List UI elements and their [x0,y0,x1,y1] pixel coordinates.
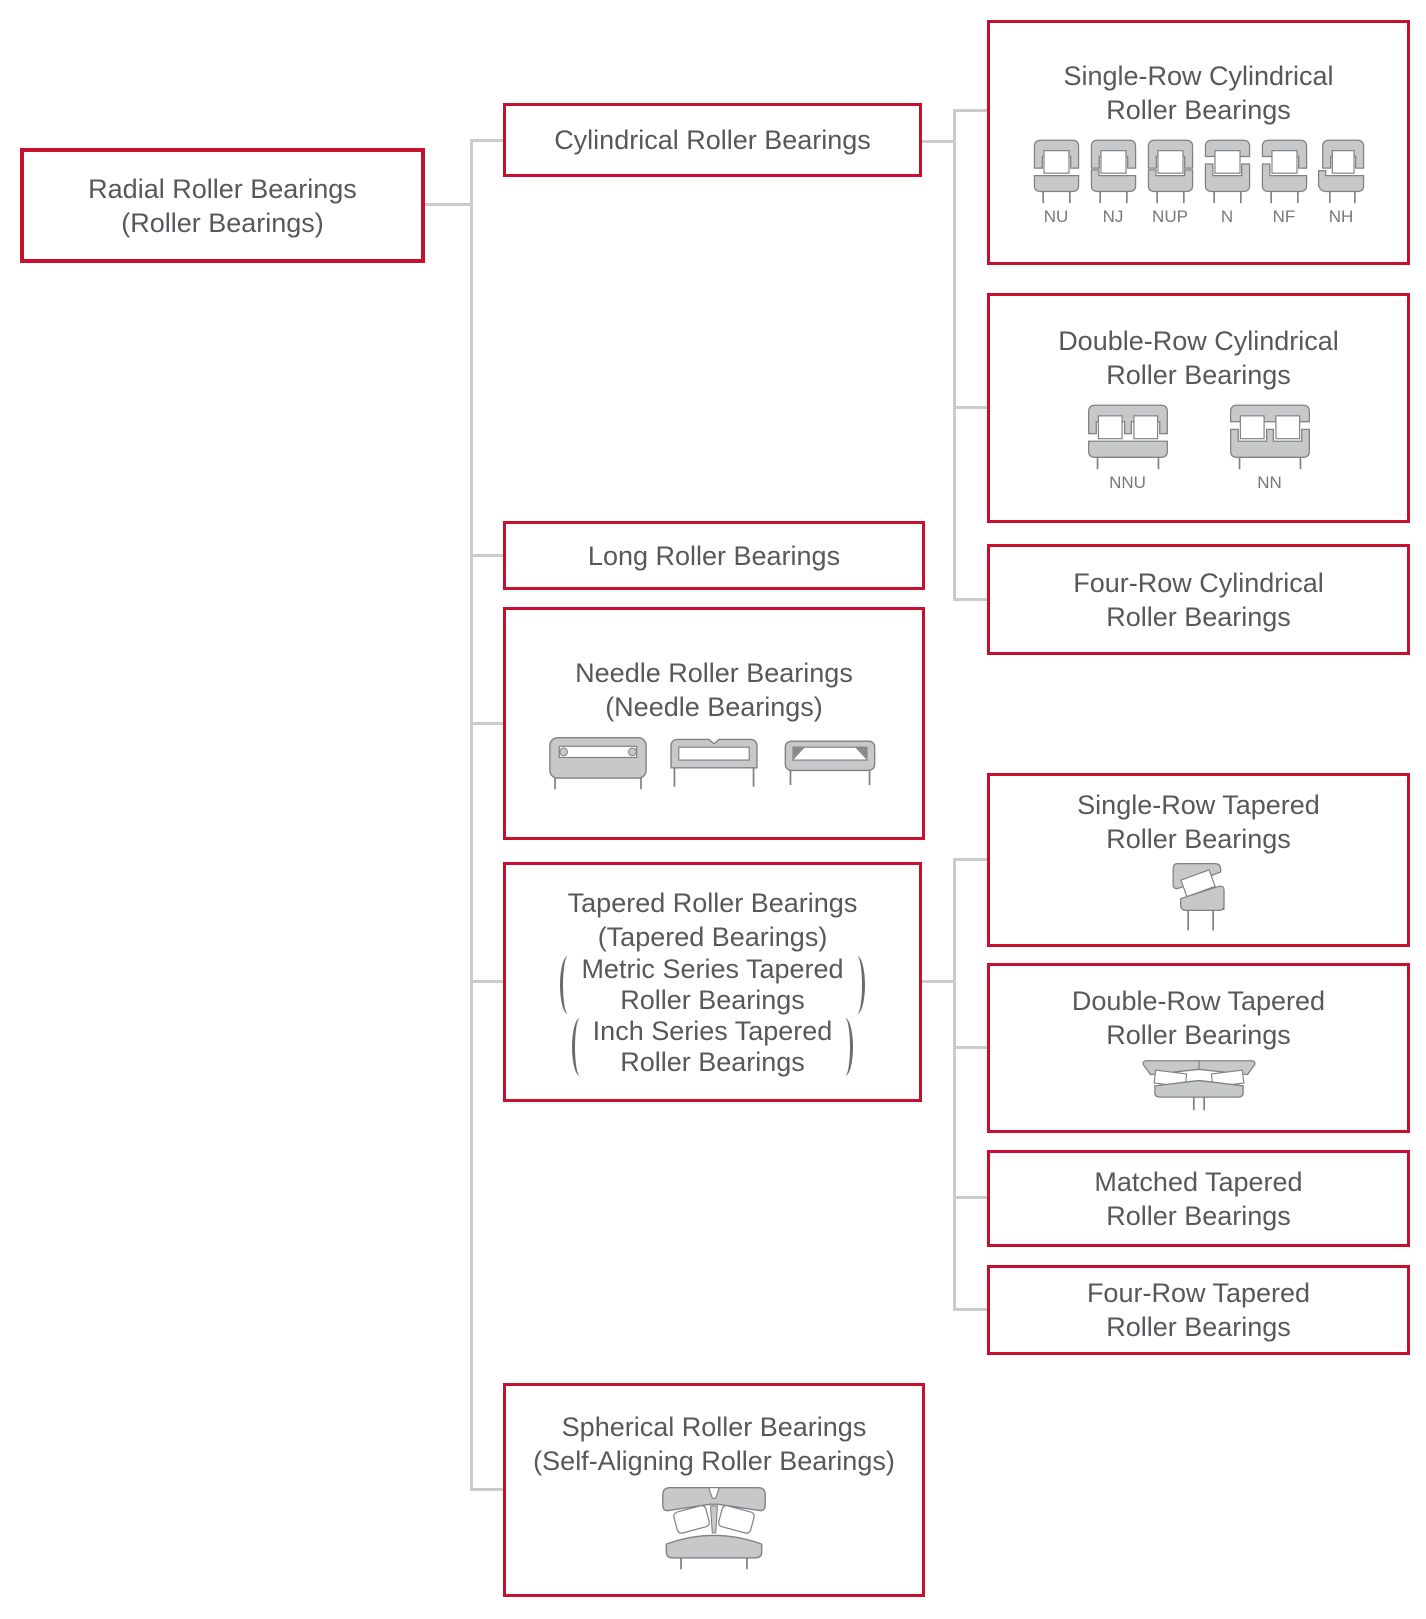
node-title: Tapered Roller Bearings [567,888,858,918]
node-needle-roller-bearings [503,607,925,840]
connector-line [470,980,503,983]
node-title: Long Roller Bearings [587,540,841,571]
big-left-paren [572,1018,588,1076]
node-title2: Roller Bearings [1106,1020,1291,1050]
nu-bearing-icon [1033,139,1080,204]
connector-line [470,1488,503,1491]
nn-bearing-icon [1229,404,1311,470]
full-complement-needle-bearing-icon [780,736,880,791]
connector-line [953,858,956,1311]
node-title: Radial Roller Bearings [88,173,357,204]
node-double-row-tapered [987,963,1410,1133]
variant-label: NUP [1152,206,1188,226]
connector-line [953,1308,987,1311]
node-matched-tapered [987,1150,1410,1247]
node-spherical-roller-bearings [503,1383,925,1597]
node-title: Four-Row Tapered [1086,1278,1311,1308]
single-row-tapered-bearing-icon [1169,862,1229,932]
node-title: Matched Tapered [1094,1166,1303,1197]
node-subtitle: (Self-Aligning Roller Bearings) [533,1445,895,1476]
node-title2: Roller Bearings [1106,94,1291,125]
node-double-row-cylindrical [987,293,1410,523]
big-right-paren [837,1018,853,1076]
double-row-tapered-bearing-icon [1141,1058,1257,1112]
connector-line [470,139,503,142]
node-title2: Roller Bearings [1106,824,1291,854]
node-single-row-cylindrical [987,20,1410,265]
nf-bearing-icon [1261,139,1308,204]
node-subtitle: (Tapered Bearings) [597,922,828,952]
node-four-row-cylindrical [987,544,1410,655]
connector-line [922,140,956,143]
connector-line [953,109,956,601]
nup-bearing-icon [1147,139,1194,204]
spherical-roller-bearing-icon [660,1486,768,1571]
node-title: Single-Row Cylindrical [1063,60,1334,91]
cylindrical-variant-icons [1028,139,1370,227]
node-title2: Roller Bearings [1106,1312,1291,1342]
node-subtitle: (Needle Bearings) [605,692,823,722]
connector-line [953,858,987,861]
node-title: Cylindrical Roller Bearings [554,125,871,155]
connector-line [470,722,503,725]
node-title: Needle Roller Bearings [575,658,853,688]
connector-line [953,109,987,112]
group-line: Roller Bearings [620,1047,805,1077]
drawn-cup-needle-bearing-icon [548,736,648,791]
variant-label: N [1220,206,1234,226]
connector-line [470,554,503,557]
variant-label: NU [1043,206,1069,226]
group-line: Inch Series Tapered [592,1016,833,1046]
connector-line [953,1196,987,1199]
inch-series-group [572,1016,854,1078]
node-radial-roller-bearings [20,148,425,263]
connector-line [953,598,987,601]
connector-line [953,406,987,409]
connector-line [953,1046,987,1049]
nj-bearing-icon [1090,139,1137,204]
node-subtitle: (Roller Bearings) [121,207,324,238]
node-title: Four-Row Cylindrical [1073,567,1324,598]
needle-roller-and-cage-bearing-icon [664,736,764,791]
node-long-roller-bearings [503,521,925,590]
cylindrical-variant-icons [1057,404,1341,493]
variant-label: NNU [1109,472,1146,492]
node-title: Double-Row Cylindrical [1058,325,1339,356]
node-title: Single-Row Tapered [1077,790,1320,820]
node-single-row-tapered [987,773,1410,947]
node-tapered-roller-bearings [503,862,922,1102]
node-title2: Roller Bearings [1106,359,1291,390]
group-line: Roller Bearings [620,985,805,1015]
nh-bearing-icon [1318,139,1365,204]
node-title2: Roller Bearings [1106,601,1291,632]
node-title: Double-Row Tapered [1071,986,1326,1016]
node-title: Spherical Roller Bearings [561,1411,867,1442]
metric-series-group [560,954,864,1016]
n-bearing-icon [1204,139,1251,204]
node-four-row-tapered [987,1265,1410,1355]
connector-line [470,139,473,1491]
big-right-paren [849,956,865,1014]
node-title2: Roller Bearings [1106,1200,1291,1231]
connector-line [922,980,956,983]
needle-bearing-icons [540,736,888,791]
nnu-bearing-icon [1087,404,1169,470]
variant-label: NN [1257,472,1282,492]
variant-label: NJ [1102,206,1124,226]
big-left-paren [560,956,576,1014]
connector-line [425,203,472,206]
node-cylindrical-roller-bearings [503,103,922,177]
variant-label: NH [1328,206,1354,226]
group-line: Metric Series Tapered [581,954,844,984]
variant-label: NF [1272,206,1296,226]
